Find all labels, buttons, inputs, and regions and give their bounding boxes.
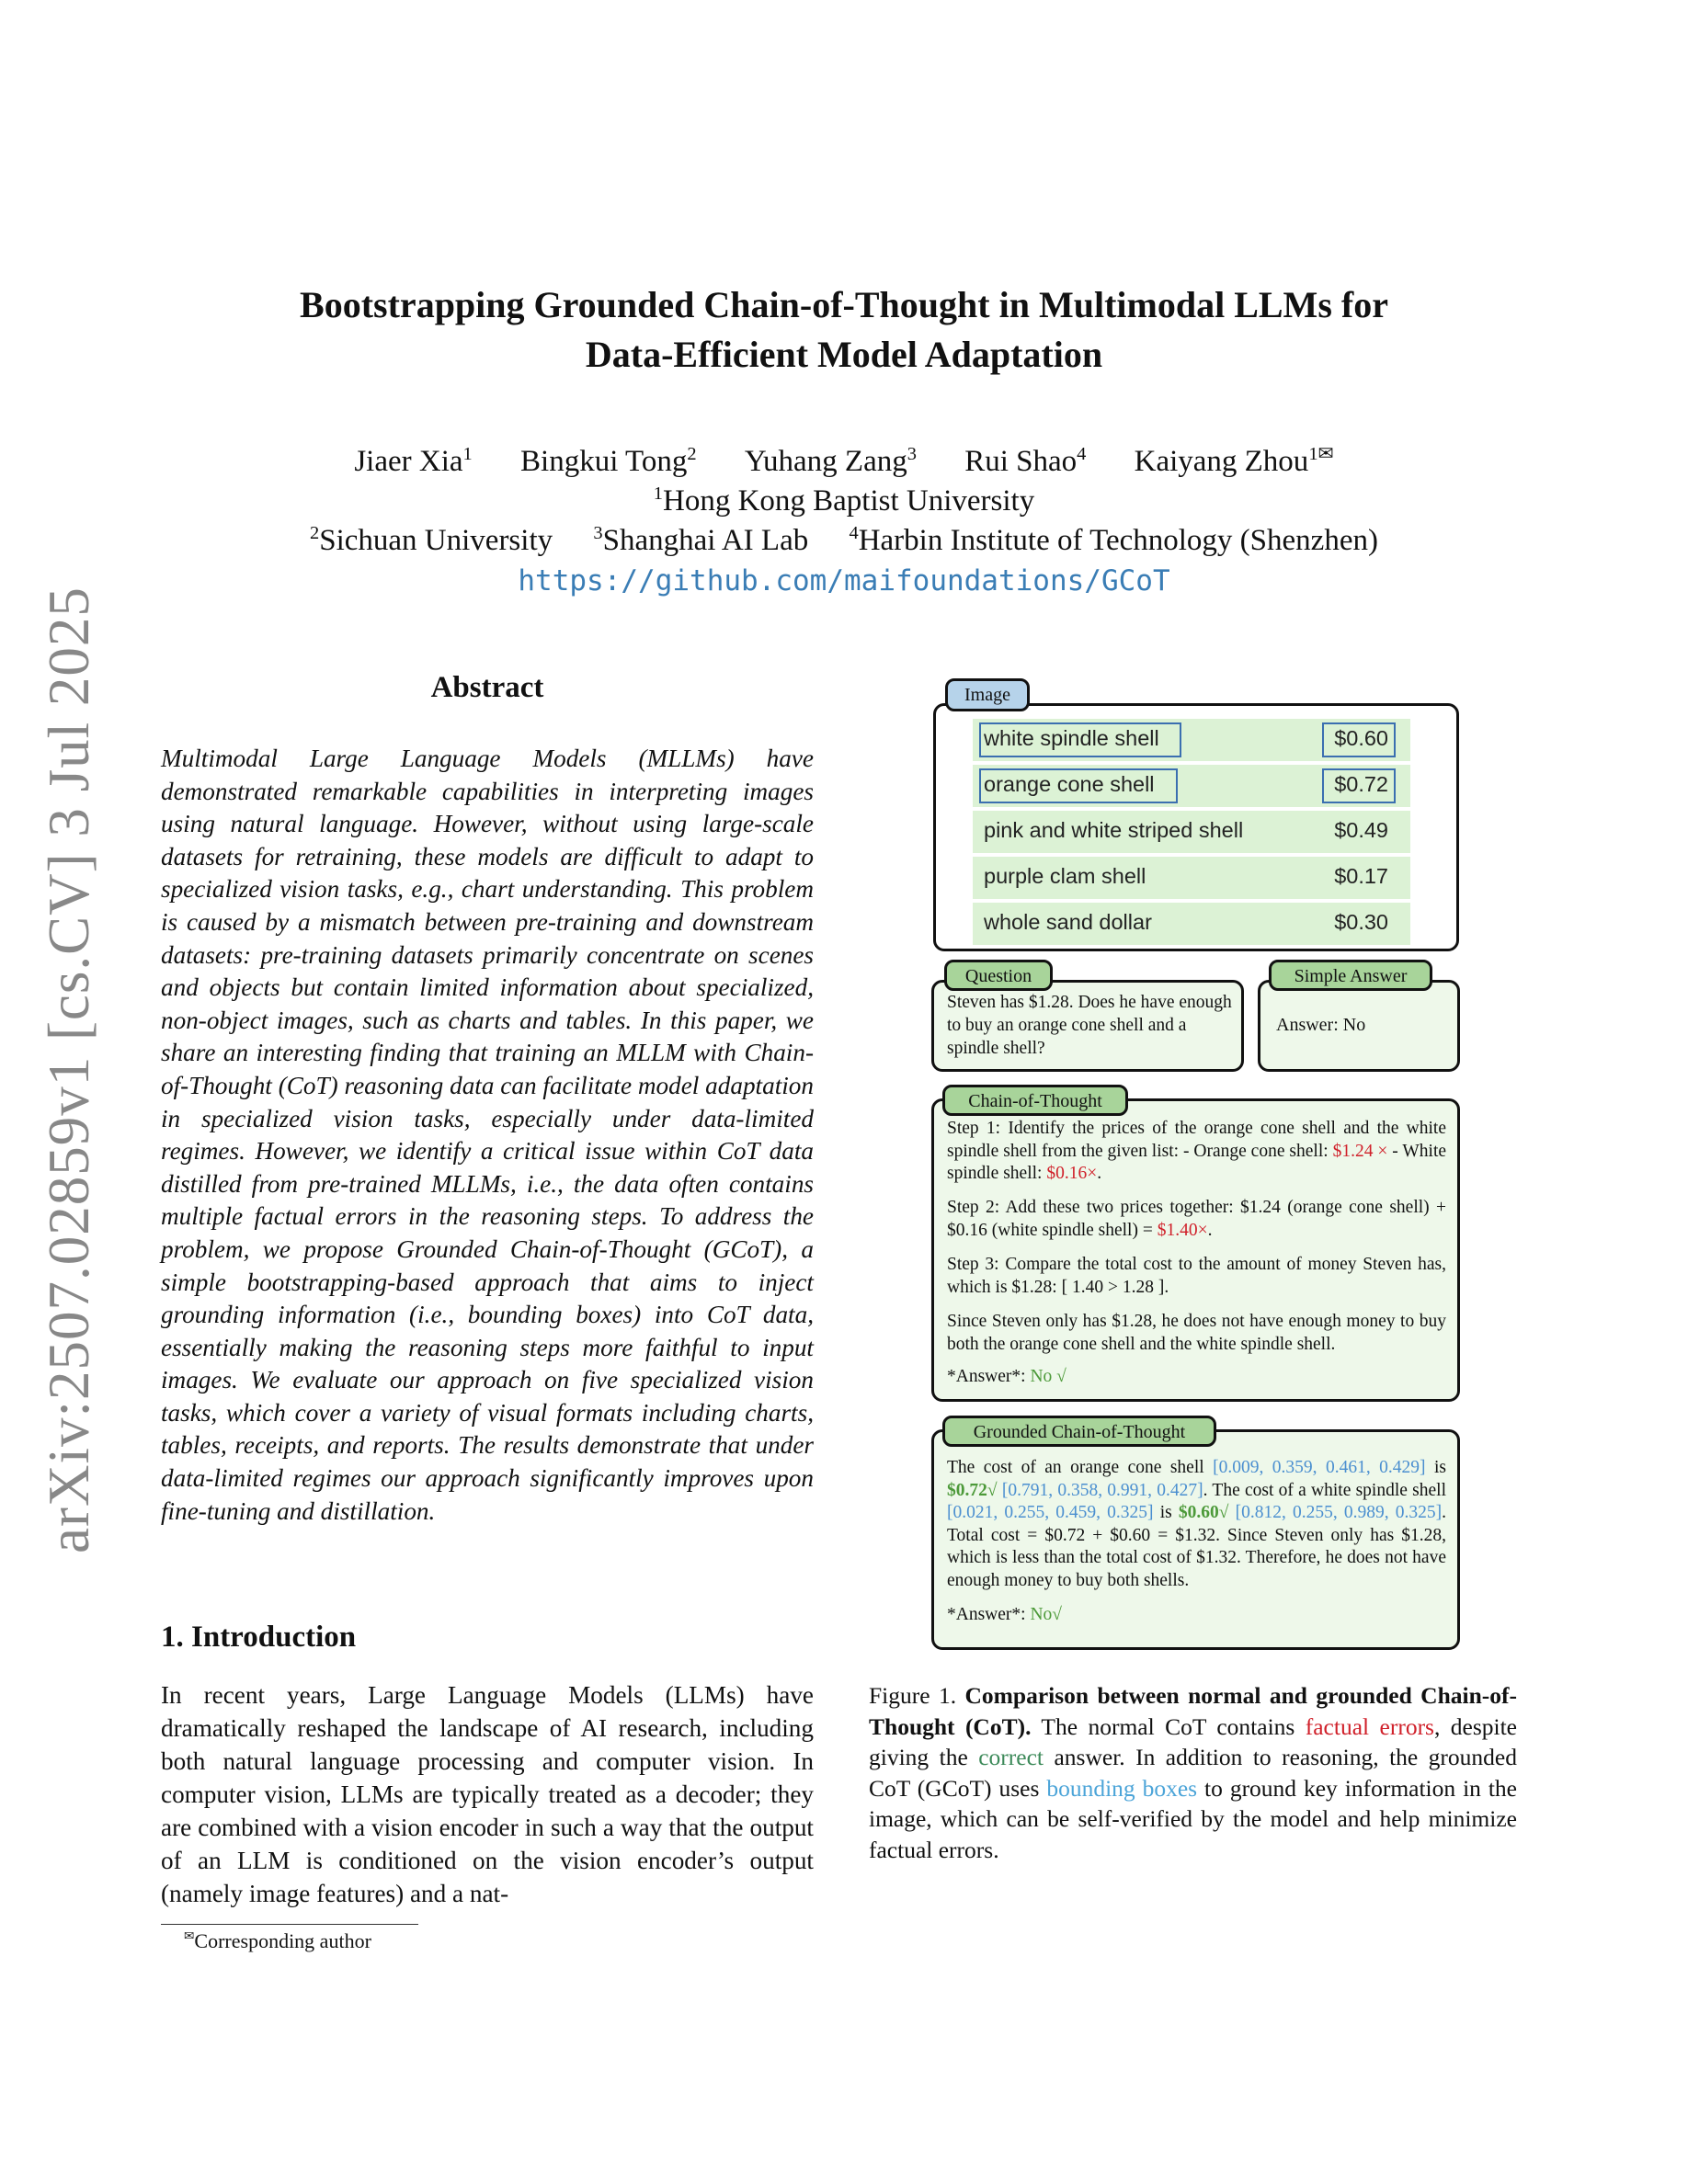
bounding-box	[979, 722, 1181, 757]
intro-text: In recent years, Large Language Models (LLMs) have dramatically reshaped the landscape of AI research, including both natural language processing and computer vision. In computer vision, LLMs are typically treated as a decoder; they are combined with a vision encoder in such a way that the output of an LLM is conditioned on the vision encoder’s output (namely image features) and a nat-	[161, 1681, 814, 1907]
price-row: orange cone shell $0.72	[973, 765, 1410, 807]
affiliation: $^4$Harbin Institute of Technology (Shenzhen)	[849, 523, 1378, 557]
author: Kaiyang Zhou$^{1✉}$	[1134, 444, 1334, 478]
image-tag: Image	[945, 678, 1030, 711]
cot-conclusion: Since Steven only has $1.28, he does not have enough money to buy both the orange cone shell and the white spindle shell.	[947, 1312, 1446, 1354]
cot-step-2: Step 2: Add these two prices together: $1.24 (orange cone shell) + $0.16 (white spindle shell) = $1.40×.	[947, 1198, 1446, 1240]
author: Rui Shao$^4$	[964, 444, 1087, 478]
code-link[interactable]: https://github.com/maifoundations/GCoT	[518, 564, 1170, 597]
affiliation-line	[184, 481, 1504, 521]
cot-step-1: Step 1: Identify the prices of the orange cone shell and the white spindle shell from the given list: - Orange cone shell: $1.24 × - White spindle shell: $0.16×.	[947, 1119, 1447, 1183]
author-list	[184, 441, 1504, 482]
footnote-rule	[161, 1924, 418, 1925]
gcot-text: The cost of an orange cone shell [0.009, 0.359, 0.461, 0.429] is $0.72√ [0.791, 0.358, 0.991, 0.427]. The cost of a white spindle shell [0.021, 0.255, 0.459, 0.325] is $0.60√ [0.812, 0.255, 0.989, 0.325]. Total cost = $0.72 + $0.60 = $1.32. Since Steven only has $1.28, which is less than the total cost of $1.32. Therefore, he does not have enough money to buy both shells.	[947, 1458, 1446, 1590]
title-line-1: Bootstrapping Grounded Chain-of-Thought in Multimodal LLMs for	[300, 284, 1388, 325]
price-row: purple clam shell $0.17	[973, 857, 1410, 899]
bounding-box	[979, 768, 1178, 803]
author: Jiaer Xia$^1$	[354, 444, 473, 478]
intro-heading: 1. Introduction	[161, 1621, 357, 1654]
simple-answer-text: Answer: No	[1276, 1015, 1366, 1035]
arxiv-side-stamp: arXiv:2507.02859v1 [cs.CV] 3 Jul 2025	[37, 586, 101, 1553]
gcot-tag: Grounded Chain-of-Thought	[942, 1416, 1216, 1447]
title-line-2: Data-Efficient Model Adaptation	[585, 334, 1103, 375]
bounding-box	[1322, 722, 1396, 757]
price-row: whole sand dollar $0.30	[973, 903, 1410, 945]
bounding-box	[1322, 768, 1396, 803]
figure-caption: Figure 1. Comparison between normal and grounded Chain-of-Thought (CoT). The normal CoT contains factual errors, despite giving the correct answer. In addition to reasoning, the grounded CoT (GCoT) uses bounding boxes to ground key information in the image, which can be self-verified by the model and help minimize factual errors.	[869, 1682, 1517, 1863]
cot-answer: *Answer*: No √	[947, 1367, 1066, 1386]
cot-step-3: Step 3: Compare the total cost to the amount of money Steven has, which is $1.28: [ 1.40 > 1.28 ].	[947, 1255, 1446, 1297]
question-tag: Question	[944, 960, 1053, 991]
simple-answer-tag: Simple Answer	[1269, 960, 1432, 991]
affiliation: $^1$Hong Kong Baptist University	[653, 483, 1035, 518]
paper-title	[184, 280, 1504, 380]
author: Bingkui Tong$^2$	[520, 444, 697, 478]
affiliation: $^2$Sichuan University	[310, 523, 553, 557]
price-row: pink and white striped shell $0.49	[973, 811, 1410, 853]
author: Yuhang Zang$^3$	[744, 444, 917, 478]
abstract-text: Multimodal Large Language Models (MLLMs) have demonstrated remarkable capabilities in interpreting images using natural language. However, without using large-scale datasets for retraining, these models are difficult to adapt to specialized vision tasks, e.g., chart understanding. This problem is caused by a mismatch between pre-training and downstream datasets: pre-training datasets primarily concentrate on scenes and objects but contain limited information about specialized, non-object images, such as charts and tables. In this paper, we share an interesting finding that training an MLLM with Chain-of-Thought (CoT) reasoning data can facilitate model adaptation in specialized vision tasks, especially under data-limited regimes. However, we identify a critical issue within CoT data distilled from pre-trained MLLMs, i.e., the data often contains multiple factual errors in the reasoning steps. To address the problem, we propose Grounded Chain-of-Thought (GCoT), a simple bootstrapping-based approach that aims to inject grounding information (i.e., bounding boxes) into CoT data, essentially making the reasoning steps more faithful to input images. We evaluate our approach on five specialized vision tasks, which cover a variety of visual formats including charts, tables, receipts, and reports. The results demonstrate that under data-limited regimes our approach significantly improves upon fine-tuning and distillation.	[161, 745, 814, 1525]
abstract-heading: Abstract	[430, 671, 544, 704]
envelope-icon: ✉	[184, 1928, 195, 1943]
price-row: white spindle shell $0.60	[973, 719, 1410, 761]
affiliation: $^3$Shanghai AI Lab	[593, 523, 809, 557]
footnote: ✉Corresponding author	[184, 1928, 371, 1952]
affiliation-line	[184, 520, 1504, 561]
question-text: Steven has $1.28. Does he have enough to buy an orange cone shell and a spindle shell?	[947, 993, 1232, 1058]
gcot-answer: *Answer*: No√	[947, 1605, 1062, 1624]
cot-tag: Chain-of-Thought	[942, 1085, 1128, 1116]
